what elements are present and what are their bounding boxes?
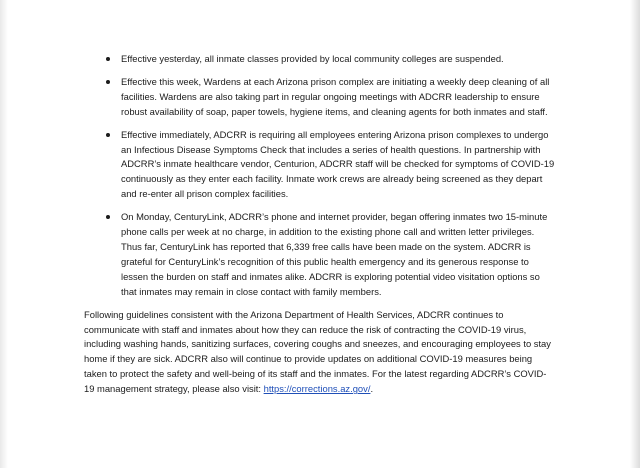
corrections-link[interactable]: https://corrections.az.gov/ xyxy=(263,383,371,395)
bullet-text: Effective yesterday, all inmate classes provided by local community colleges are suspended. xyxy=(121,53,504,64)
bullet-dot-icon xyxy=(106,133,110,137)
document-body xyxy=(84,52,556,406)
bullet-item xyxy=(84,128,556,203)
bullet-dot-icon xyxy=(106,215,110,219)
bullet-list xyxy=(84,52,556,300)
bullet-text: On Monday, CenturyLink, ADCRR’s phone and internet provider, began offering inmates two 15-minute phone calls per week at no charge, in addition to the existing phone call and written letter privileges. Thus far, CenturyLink has reported that 6,339 free calls have been made on the system. ADCRR is grateful for CenturyLink’s recognition of this public health emergency and its generous response to lessen the burden on staff and inmates alike. ADCRR is exploring potential video visitation options so that inmates may remain in close contact with family members. xyxy=(121,211,548,297)
bullet-dot-icon xyxy=(106,80,110,84)
bullet-item xyxy=(84,210,556,299)
closing-period: . xyxy=(370,383,374,395)
bullet-text: Effective immediately, ADCRR is requiring all employees entering Arizona prison complexes to undergo an Infectious Disease Symptoms Check that includes a series of health questions. In partnership with ADCRR’s inmate healthcare vendor, Centurion, ADCRR staff will be checked for symptoms of COVID-19 continuously as they enter each facility. Inmate work crews are already being screened as they depart and re-enter all prison complex facilities. xyxy=(121,128,555,200)
closing-text: Following guidelines consistent with the Arizona Department of Health Services, ADCRR continues to communicate with staff and inmates about how they can reduce the risk of contracting the COVID-19 virus, including washing hands, sanitizing surfaces, covering coughs and sneezes, and encouraging employees to stay home if they are sick. ADCRR also will continue to provide updates on additional COVID-19 measures being taken to protect the safety and well-being of its staff and the inmates. For the latest regarding ADCRR’s COVID-19 management strategy, please also visit: xyxy=(84,308,551,395)
bullet-dot-icon xyxy=(106,57,110,61)
closing-paragraph xyxy=(84,308,556,397)
bullet-item xyxy=(84,52,556,67)
page-edge-left xyxy=(0,0,8,468)
bullet-text: Effective this week, Wardens at each Arizona prison complex are initiating a weekly deep cleaning of all facilities. Wardens are also taking part in regular ongoing meetings with ADCRR leadership to ensure robust availability of soap, paper towels, hygiene items, and cleaning agents for both inmates and staff. xyxy=(121,75,550,117)
bullet-item xyxy=(84,75,556,120)
page-edge-right xyxy=(630,0,640,468)
